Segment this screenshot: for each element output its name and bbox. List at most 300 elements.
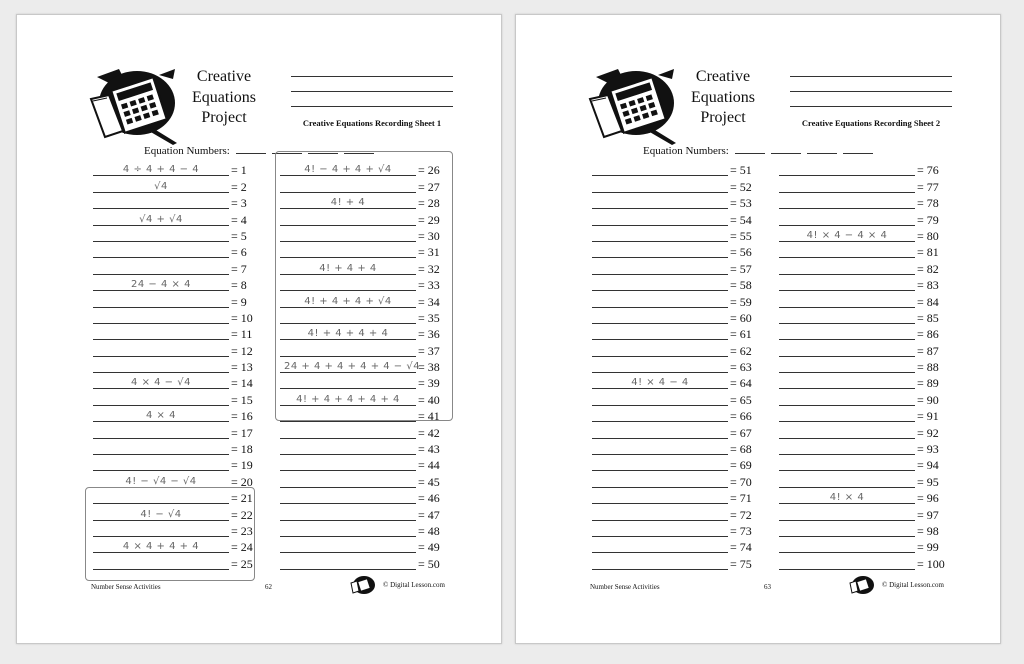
answer-line[interactable] — [280, 421, 416, 422]
target-number: = 86 — [917, 327, 939, 342]
target-number: = 4 — [231, 212, 247, 227]
equation-row — [592, 212, 792, 228]
equation-row — [592, 179, 792, 195]
target-number: = 76 — [917, 163, 939, 178]
equation-column-a — [592, 163, 792, 573]
equation-row — [779, 507, 979, 523]
target-number: = 6 — [231, 245, 247, 260]
equation-row — [779, 524, 979, 540]
footer-credit-text: © Digital Lesson.com — [882, 581, 944, 589]
footer-series: Number Sense Activities — [91, 583, 161, 591]
equation-row — [93, 376, 293, 392]
answer-line[interactable] — [779, 569, 915, 570]
answer-line[interactable] — [280, 470, 416, 471]
target-number: = 15 — [231, 392, 253, 407]
target-number: = 22 — [231, 507, 253, 522]
equation-row — [592, 425, 792, 441]
equation-row — [779, 556, 979, 572]
equation-row — [779, 392, 979, 408]
answer-line[interactable] — [779, 208, 915, 209]
equation-row — [592, 261, 792, 277]
handwritten-equation: 4! + 4 + 4 + 4 — [307, 328, 389, 340]
answer-line[interactable] — [93, 208, 229, 209]
target-number: = 94 — [917, 458, 939, 473]
calculator-logo-icon — [588, 65, 680, 147]
name-blank-line — [790, 76, 952, 77]
target-number: = 35 — [418, 310, 440, 325]
equation-row — [779, 196, 979, 212]
equation-row — [592, 474, 792, 490]
handwritten-equation: 4! × 4 − 4 — [631, 377, 689, 389]
equation-row — [93, 261, 293, 277]
equation-row — [93, 409, 293, 425]
target-number: = 88 — [917, 360, 939, 375]
target-number: = 36 — [418, 327, 440, 342]
sheet-title: Creative Equations Recording Sheet 2 — [801, 118, 941, 128]
target-number: = 48 — [418, 523, 440, 538]
answer-line[interactable] — [93, 421, 229, 422]
answer-line[interactable] — [280, 454, 416, 455]
answer-line[interactable] — [779, 241, 915, 242]
target-number: = 23 — [231, 523, 253, 538]
target-number: = 69 — [730, 458, 752, 473]
equation-row — [93, 425, 293, 441]
equation-row — [779, 540, 979, 556]
target-number: = 34 — [418, 294, 440, 309]
equation-row — [779, 491, 979, 507]
target-number: = 78 — [917, 196, 939, 211]
target-number: = 24 — [231, 540, 253, 555]
pencil-outline — [85, 487, 255, 581]
target-number: = 41 — [418, 409, 440, 424]
target-number: = 57 — [730, 261, 752, 276]
equation-row — [592, 229, 792, 245]
target-number: = 51 — [730, 163, 752, 178]
answer-line[interactable] — [592, 323, 728, 324]
equation-row — [592, 311, 792, 327]
answer-line[interactable] — [779, 438, 915, 439]
target-number: = 95 — [917, 474, 939, 489]
answer-line[interactable] — [280, 503, 416, 504]
target-number: = 33 — [418, 278, 440, 293]
target-number: = 97 — [917, 507, 939, 522]
name-blank-line — [291, 91, 453, 92]
target-number: = 70 — [730, 474, 752, 489]
answer-line[interactable] — [779, 470, 915, 471]
equation-row — [93, 196, 293, 212]
answer-line[interactable] — [592, 421, 728, 422]
calculator-small-logo-icon — [848, 575, 878, 595]
answer-line[interactable] — [93, 290, 229, 291]
page-number: 63 — [764, 583, 771, 591]
target-number: = 55 — [730, 228, 752, 243]
equation-row — [779, 474, 979, 490]
answer-line[interactable] — [592, 372, 728, 373]
equation-row — [280, 540, 480, 556]
answer-line[interactable] — [779, 520, 915, 521]
answer-line[interactable] — [93, 192, 229, 193]
answer-line[interactable] — [93, 225, 229, 226]
answer-line[interactable] — [779, 454, 915, 455]
equation-row — [280, 524, 480, 540]
number-blank — [843, 144, 873, 154]
target-number: = 17 — [231, 425, 253, 440]
answer-line[interactable] — [592, 454, 728, 455]
target-number: = 37 — [418, 343, 440, 358]
answer-line[interactable] — [93, 241, 229, 242]
target-number: = 28 — [418, 196, 440, 211]
answer-line[interactable] — [592, 552, 728, 553]
answer-line[interactable] — [93, 356, 229, 357]
number-blank — [236, 144, 266, 154]
target-number: = 27 — [418, 179, 440, 194]
target-number: = 67 — [730, 425, 752, 440]
title-line: Creative — [695, 68, 751, 85]
target-number: = 30 — [418, 228, 440, 243]
target-number: = 21 — [231, 491, 253, 506]
answer-line[interactable] — [779, 192, 915, 193]
calculator-logo-icon — [89, 65, 181, 147]
equation-row — [280, 491, 480, 507]
equation-row — [93, 163, 293, 179]
answer-line[interactable] — [93, 339, 229, 340]
equation-row — [779, 229, 979, 245]
equation-row — [592, 376, 792, 392]
answer-line[interactable] — [592, 438, 728, 439]
target-number: = 84 — [917, 294, 939, 309]
answer-line[interactable] — [592, 405, 728, 406]
equation-row — [592, 556, 792, 572]
target-number: = 65 — [730, 392, 752, 407]
handwritten-equation: 4! − √4 — [140, 508, 182, 520]
answer-line[interactable] — [779, 339, 915, 340]
answer-line[interactable] — [592, 487, 728, 488]
answer-line[interactable] — [93, 405, 229, 406]
name-blank-line — [291, 76, 453, 77]
handwritten-equation: 4! + 4 + 4 — [319, 262, 377, 274]
equation-row — [280, 425, 480, 441]
answer-line[interactable] — [779, 503, 915, 504]
target-number: = 64 — [730, 376, 752, 391]
equation-numbers-label — [643, 144, 873, 157]
answer-line[interactable] — [592, 274, 728, 275]
answer-line[interactable] — [779, 421, 915, 422]
equation-row — [779, 261, 979, 277]
answer-line[interactable] — [592, 536, 728, 537]
target-number: = 9 — [231, 294, 247, 309]
target-number: = 54 — [730, 212, 752, 227]
answer-line[interactable] — [280, 520, 416, 521]
answer-line[interactable] — [779, 225, 915, 226]
target-number: = 2 — [231, 179, 247, 194]
equation-row — [592, 524, 792, 540]
answer-line[interactable] — [592, 388, 728, 389]
answer-line[interactable] — [779, 257, 915, 258]
target-number: = 92 — [917, 425, 939, 440]
target-number: = 60 — [730, 310, 752, 325]
equation-row — [280, 507, 480, 523]
equation-row — [779, 311, 979, 327]
title-line: Creative — [196, 68, 252, 85]
title-line: Project — [700, 109, 746, 126]
answer-line[interactable] — [592, 520, 728, 521]
answer-line[interactable] — [779, 405, 915, 406]
equation-row — [93, 229, 293, 245]
handwritten-equation: 4! × 4 — [829, 492, 865, 504]
target-number: = 18 — [231, 442, 253, 457]
answer-line[interactable] — [280, 552, 416, 553]
answer-line[interactable] — [779, 388, 915, 389]
equation-row — [779, 360, 979, 376]
equation-row — [93, 278, 293, 294]
equation-row — [592, 409, 792, 425]
target-number: = 68 — [730, 442, 752, 457]
answer-line[interactable] — [779, 487, 915, 488]
equation-numbers-text: Equation Numbers: — [643, 145, 729, 157]
equation-row — [779, 442, 979, 458]
equation-row — [779, 179, 979, 195]
worksheet-page — [515, 14, 1001, 644]
equation-row — [779, 163, 979, 179]
answer-line[interactable] — [779, 372, 915, 373]
target-number: = 31 — [418, 245, 440, 260]
equation-numbers-text: Equation Numbers: — [144, 145, 230, 157]
equation-row — [93, 343, 293, 359]
title-line: Project — [201, 109, 247, 126]
target-number: = 47 — [418, 507, 440, 522]
target-number: = 98 — [917, 523, 939, 538]
title-line: Equations — [192, 88, 256, 106]
target-number: = 10 — [231, 310, 253, 325]
target-number: = 29 — [418, 212, 440, 227]
number-blank — [735, 144, 765, 154]
name-blank-line — [790, 91, 952, 92]
target-number: = 79 — [917, 212, 939, 227]
equation-row — [779, 278, 979, 294]
target-number: = 43 — [418, 442, 440, 457]
target-number: = 80 — [917, 228, 939, 243]
target-number: = 14 — [231, 376, 253, 391]
pencil-outline — [275, 151, 453, 421]
target-number: = 73 — [730, 523, 752, 538]
project-title — [185, 67, 263, 129]
equation-row — [779, 327, 979, 343]
target-number: = 93 — [917, 442, 939, 457]
answer-line[interactable] — [93, 274, 229, 275]
handwritten-equation: 24 − 4 × 4 — [131, 279, 191, 291]
target-number: = 52 — [730, 179, 752, 194]
target-number: = 81 — [917, 245, 939, 260]
equation-row — [93, 294, 293, 310]
answer-line[interactable] — [592, 192, 728, 193]
handwritten-equation: √4 + √4 — [139, 213, 183, 225]
equation-row — [93, 179, 293, 195]
equation-row — [779, 212, 979, 228]
target-number: = 71 — [730, 491, 752, 506]
target-number: = 91 — [917, 409, 939, 424]
equation-row — [592, 491, 792, 507]
answer-line[interactable] — [93, 372, 229, 373]
answer-line[interactable] — [592, 569, 728, 570]
target-number: = 19 — [231, 458, 253, 473]
answer-line[interactable] — [779, 307, 915, 308]
answer-line[interactable] — [592, 339, 728, 340]
equation-row — [592, 392, 792, 408]
target-number: = 5 — [231, 228, 247, 243]
answer-line[interactable] — [93, 175, 229, 176]
answer-line[interactable] — [280, 438, 416, 439]
target-number: = 12 — [231, 343, 253, 358]
target-number: = 99 — [917, 540, 939, 555]
target-number: = 20 — [231, 474, 253, 489]
answer-line[interactable] — [592, 208, 728, 209]
equation-row — [93, 442, 293, 458]
target-number: = 38 — [418, 360, 440, 375]
answer-line[interactable] — [280, 536, 416, 537]
footer-credit — [349, 575, 445, 595]
target-number: = 13 — [231, 360, 253, 375]
handwritten-equation: 4! × 4 − 4 × 4 — [806, 229, 888, 241]
target-number: = 26 — [418, 163, 440, 178]
target-number: = 8 — [231, 278, 247, 293]
answer-line[interactable] — [93, 388, 229, 389]
answer-line[interactable] — [592, 175, 728, 176]
worksheet-page — [16, 14, 502, 644]
equation-row — [592, 327, 792, 343]
answer-line[interactable] — [779, 290, 915, 291]
answer-line[interactable] — [93, 307, 229, 308]
answer-line[interactable] — [779, 175, 915, 176]
equation-row — [93, 212, 293, 228]
answer-line[interactable] — [592, 307, 728, 308]
target-number: = 39 — [418, 376, 440, 391]
target-number: = 90 — [917, 392, 939, 407]
target-number: = 32 — [418, 261, 440, 276]
answer-line[interactable] — [93, 323, 229, 324]
answer-line[interactable] — [280, 487, 416, 488]
handwritten-equation: 24 + 4 + 4 + 4 + 4 − √4 — [284, 361, 421, 373]
target-number: = 7 — [231, 261, 247, 276]
answer-line[interactable] — [779, 356, 915, 357]
handwritten-equation: 4 × 4 − √4 — [131, 377, 191, 389]
answer-line[interactable] — [93, 470, 229, 471]
equation-row — [779, 458, 979, 474]
equation-column-b — [779, 163, 979, 573]
equation-row — [93, 327, 293, 343]
title-line: Equations — [691, 88, 755, 106]
handwritten-equation: 4! − √4 − √4 — [125, 475, 197, 487]
calculator-small-logo-icon — [349, 575, 379, 595]
footer-credit — [848, 575, 944, 595]
answer-line[interactable] — [592, 356, 728, 357]
handwritten-equation: 4 × 4 — [146, 410, 176, 422]
target-number: = 49 — [418, 540, 440, 555]
target-number: = 100 — [917, 556, 945, 571]
target-number: = 75 — [730, 556, 752, 571]
target-number: = 40 — [418, 392, 440, 407]
target-number: = 63 — [730, 360, 752, 375]
target-number: = 25 — [231, 556, 253, 571]
project-title — [684, 67, 762, 129]
target-number: = 74 — [730, 540, 752, 555]
sheet-title: Creative Equations Recording Sheet 1 — [302, 118, 442, 128]
target-number: = 66 — [730, 409, 752, 424]
target-number: = 82 — [917, 261, 939, 276]
target-number: = 45 — [418, 474, 440, 489]
target-number: = 61 — [730, 327, 752, 342]
answer-line[interactable] — [592, 470, 728, 471]
answer-line[interactable] — [592, 257, 728, 258]
target-number: = 96 — [917, 491, 939, 506]
handwritten-equation: 4! − 4 + 4 + √4 — [304, 164, 392, 176]
answer-line[interactable] — [280, 569, 416, 570]
target-number: = 53 — [730, 196, 752, 211]
answer-line[interactable] — [592, 241, 728, 242]
target-number: = 42 — [418, 425, 440, 440]
equation-row — [592, 163, 792, 179]
target-number: = 77 — [917, 179, 939, 194]
handwritten-equation: 4! + 4 + 4 + √4 — [304, 295, 392, 307]
equation-row — [592, 540, 792, 556]
answer-line[interactable] — [592, 503, 728, 504]
handwritten-equation: 4! + 4 — [330, 197, 366, 209]
target-number: = 58 — [730, 278, 752, 293]
answer-line[interactable] — [592, 225, 728, 226]
target-number: = 59 — [730, 294, 752, 309]
target-number: = 83 — [917, 278, 939, 293]
number-blank — [771, 144, 801, 154]
handwritten-equation: 4 × 4 + 4 + 4 — [122, 541, 200, 553]
answer-line[interactable] — [779, 323, 915, 324]
equation-row — [779, 425, 979, 441]
answer-line[interactable] — [779, 274, 915, 275]
target-number: = 11 — [231, 327, 253, 342]
target-number: = 62 — [730, 343, 752, 358]
equation-row — [93, 360, 293, 376]
page-number: 62 — [265, 583, 272, 591]
target-number: = 87 — [917, 343, 939, 358]
equation-row — [93, 458, 293, 474]
answer-line[interactable] — [93, 438, 229, 439]
answer-line[interactable] — [779, 552, 915, 553]
name-lines — [291, 76, 453, 121]
equation-row — [779, 376, 979, 392]
answer-line[interactable] — [93, 257, 229, 258]
answer-line[interactable] — [592, 290, 728, 291]
target-number: = 72 — [730, 507, 752, 522]
target-number: = 89 — [917, 376, 939, 391]
equation-row — [592, 360, 792, 376]
equation-row — [280, 442, 480, 458]
name-blank-line — [790, 106, 952, 107]
name-lines — [790, 76, 952, 121]
equation-row — [592, 245, 792, 261]
target-number: = 44 — [418, 458, 440, 473]
equation-row — [592, 442, 792, 458]
target-number: = 50 — [418, 556, 440, 571]
equation-row — [779, 294, 979, 310]
footer-series: Number Sense Activities — [590, 583, 660, 591]
equation-row — [592, 278, 792, 294]
number-blank — [807, 144, 837, 154]
equation-row — [779, 343, 979, 359]
target-number: = 16 — [231, 409, 253, 424]
name-blank-line — [291, 106, 453, 107]
answer-line[interactable] — [93, 454, 229, 455]
equation-row — [592, 343, 792, 359]
target-number: = 46 — [418, 491, 440, 506]
answer-line[interactable] — [779, 536, 915, 537]
